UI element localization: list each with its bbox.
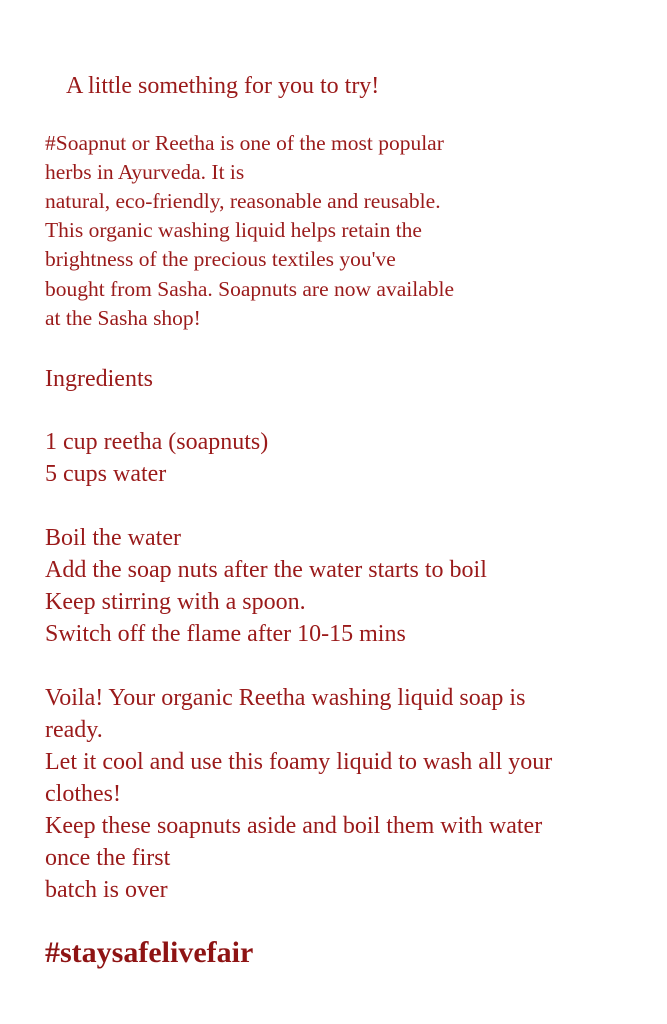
step-item: Boil the water <box>45 525 181 551</box>
description-line: at the Sasha shop! <box>45 306 201 330</box>
ingredients-heading: Ingredients <box>45 366 153 392</box>
closing-line: batch is over <box>45 877 168 903</box>
description-line: herbs in Ayurveda. It is <box>45 160 245 184</box>
closing-line: Voila! Your organic Reetha washing liquid soap is <box>45 685 526 711</box>
step-item: Keep stirring with a spoon. <box>45 589 306 615</box>
step-item: Add the soap nuts after the water starts to boil <box>45 557 487 583</box>
description-line: bought from Sasha. Soapnuts are now available <box>45 277 455 301</box>
description-line: #Soapnut or Reetha is one of the most popular <box>45 131 444 155</box>
ingredient-item: 5 cups water <box>45 461 167 487</box>
closing-line: Keep these soapnuts aside and boil them with water <box>45 813 543 839</box>
closing-line: Let it cool and use this foamy liquid to wash all your <box>45 749 553 775</box>
hashtag: #staysafelivefair <box>45 936 254 969</box>
step-item: Switch off the flame after 10-15 mins <box>45 621 406 647</box>
intro-line: A little something for you to try! <box>66 73 380 99</box>
description-line: This organic washing liquid helps retain the <box>45 218 422 242</box>
ingredient-item: 1 cup reetha (soapnuts) <box>45 429 269 455</box>
closing-line: clothes! <box>45 781 121 807</box>
description-line: natural, eco-friendly, reasonable and reusable. <box>45 189 441 213</box>
closing-line: once the first <box>45 845 171 871</box>
closing-line: ready. <box>45 717 103 743</box>
description-line: brightness of the precious textiles you've <box>45 247 396 271</box>
